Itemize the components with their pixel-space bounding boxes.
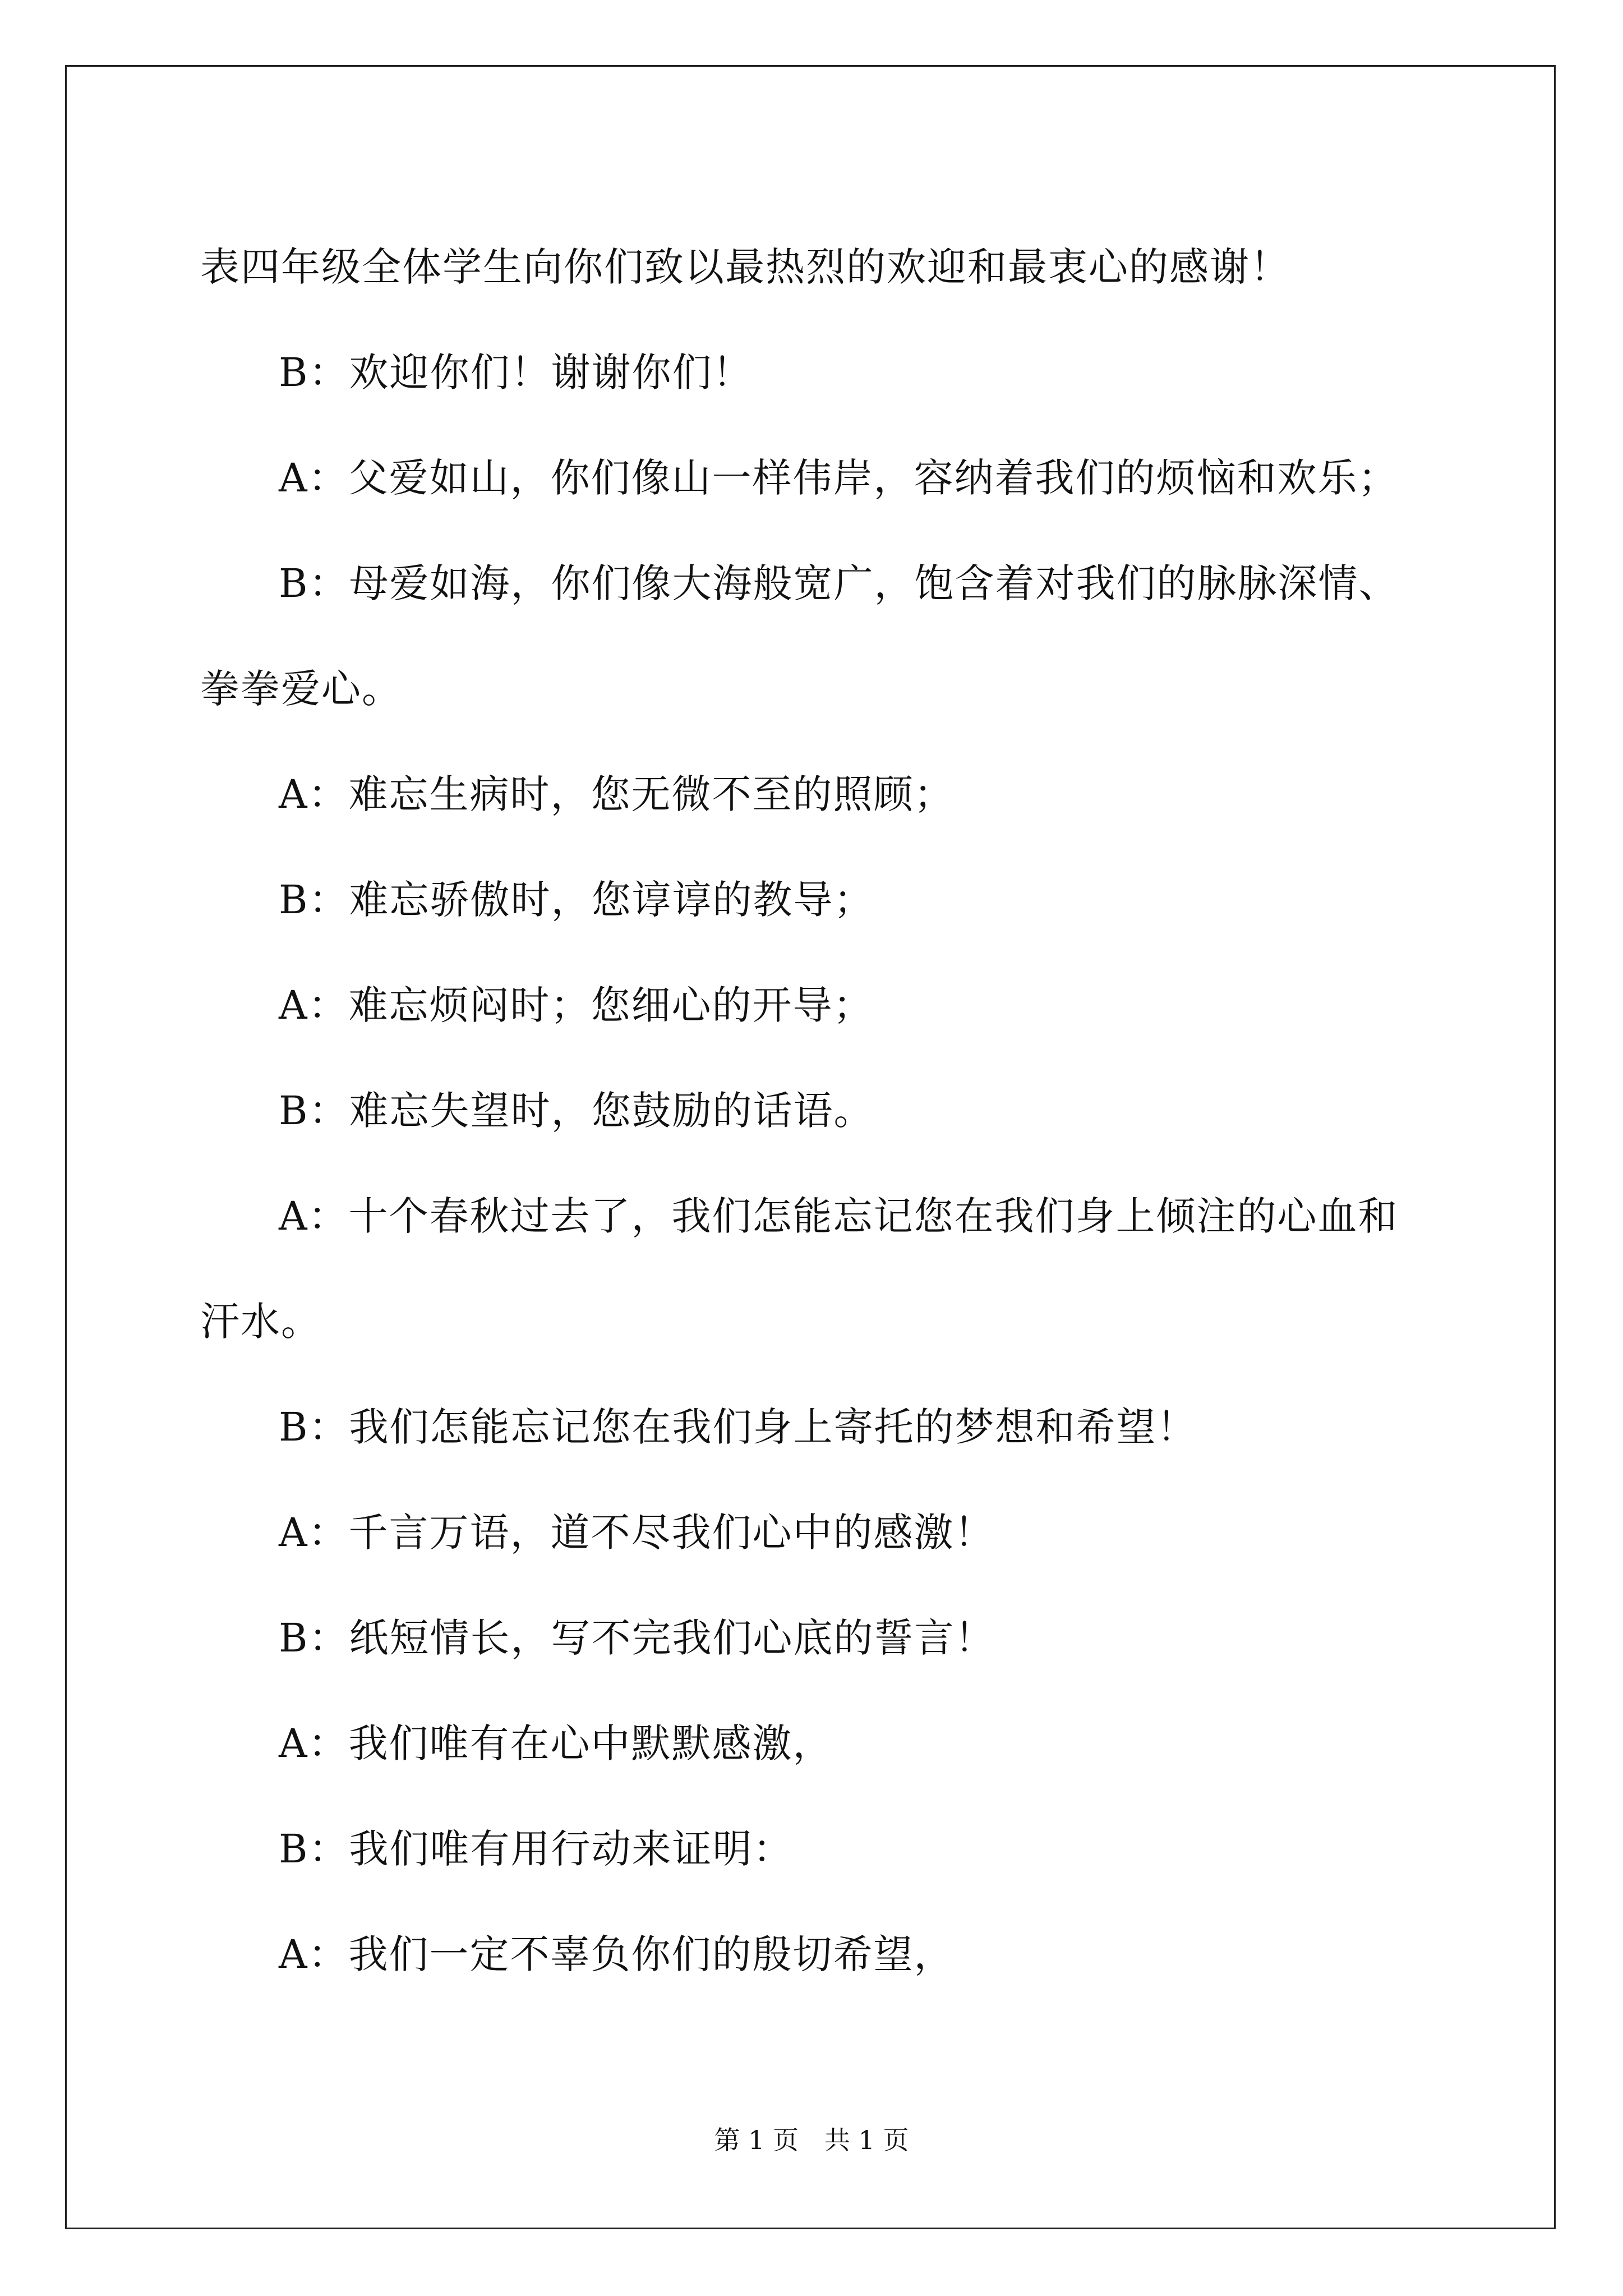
paragraph-15: A：我们一定不辜负你们的殷切希望， <box>279 1931 955 1977</box>
paragraph-3: A：父爱如山，你们像山一样伟岸，容纳着我们的烦恼和欢乐； <box>279 455 1399 501</box>
paragraph-10: B：我们怎能忘记您在我们身上寄托的梦想和希望！ <box>279 1404 1197 1450</box>
paragraph-7: A：难忘烦闷时；您细心的开导； <box>279 982 874 1028</box>
page-number-footer: 第 1 页 共 1 页 <box>714 2125 909 2155</box>
paragraph-2: B：欢迎你们！谢谢你们！ <box>279 349 753 395</box>
paragraph-6: B：难忘骄傲时，您谆谆的教导； <box>279 877 874 923</box>
paragraph-13: A：我们唯有在心中默默感激， <box>279 1720 833 1766</box>
paragraph-1: 表四年级全体学生向你们致以最热烈的欢迎和最衷心的感谢！ <box>200 244 1290 290</box>
paragraph-14: B：我们唯有用行动来证明： <box>279 1826 794 1872</box>
paragraph-11: A：千言万语，道不尽我们心中的感激！ <box>279 1510 995 1556</box>
paragraph-4: B：母爱如海，你们像大海般宽广，饱含着对我们的脉脉深情、拳拳爱心。 <box>200 560 1399 712</box>
paragraph-8: B：难忘失望时，您鼓励的话语。 <box>279 1088 874 1134</box>
document-body <box>200 214 1434 2007</box>
paragraph-9: A：十个春秋过去了，我们怎能忘记您在我们身上倾注的心血和汗水。 <box>200 1193 1399 1345</box>
paragraph-5: A：难忘生病时，您无微不至的照顾； <box>279 771 955 817</box>
paragraph-12: B：纸短情长，写不完我们心底的誓言！ <box>279 1615 995 1661</box>
